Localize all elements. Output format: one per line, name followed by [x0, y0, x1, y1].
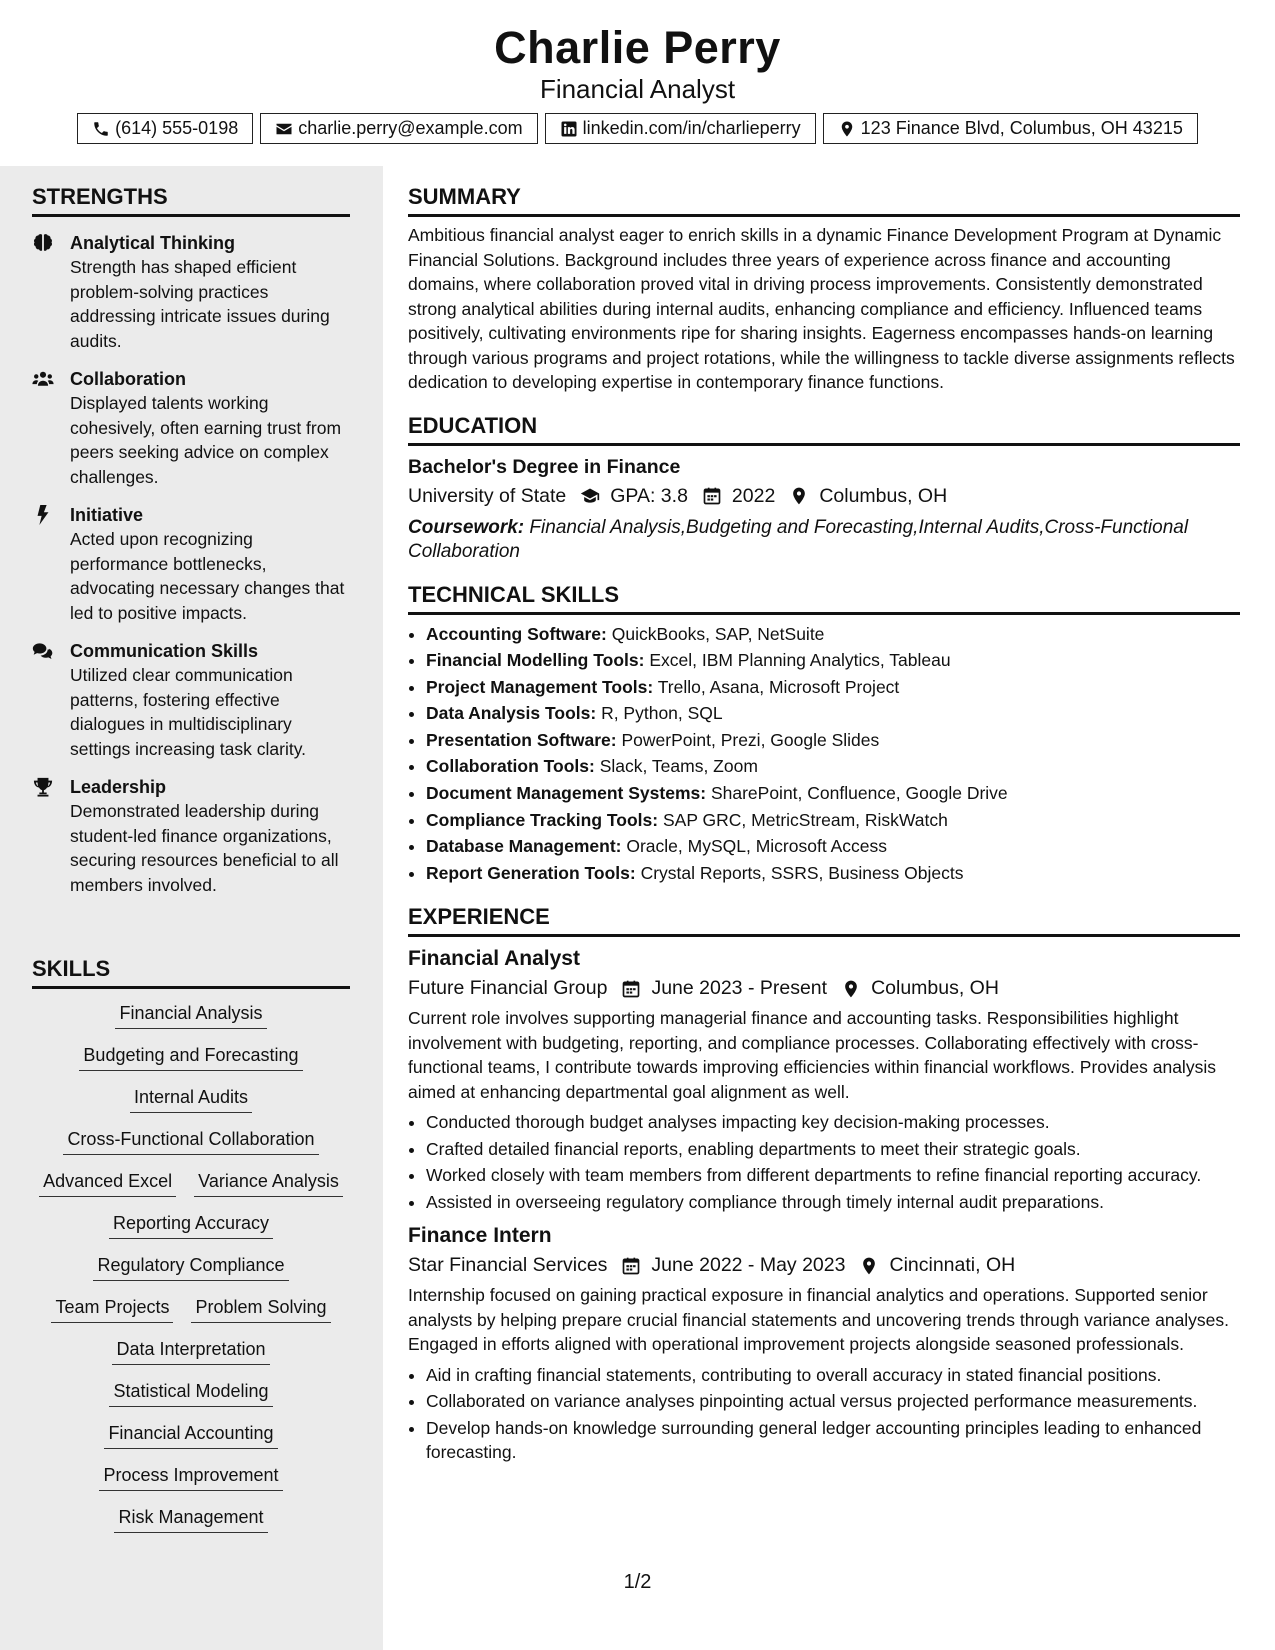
main-content — [408, 166, 1240, 1467]
job-bullet: • Worked closely with team members from different departments to refine financial reporting accuracy. — [426, 1163, 1240, 1188]
candidate-title: Financial Analyst — [539, 74, 736, 104]
strength-item — [32, 639, 350, 761]
education-section — [408, 413, 1240, 564]
skill-tag: Regulatory Compliance — [93, 1253, 288, 1281]
envelope-icon — [275, 120, 293, 138]
address-text: 123 Finance Blvd, Columbus, OH 43215 — [860, 118, 1183, 138]
job-bullets — [408, 1363, 1240, 1465]
strength-name: Communication Skills — [70, 641, 259, 661]
skills-section — [32, 956, 350, 1533]
skill-tools: Crystal Reports, SSRS, Business Objects — [640, 862, 964, 883]
job-summary: Current role involves supporting managerial finance and accounting tasks. Responsibilities highlight involvement with budgeting, reporting, and compliance processes. Collaborating effectively with cross-functional teams, I contribute towards improving efficiencies within financial workflows. Provides analysis aimed at enhancing departmental goal alignment as well. — [408, 1008, 1216, 1102]
job-bullet: • Aid in crafting financial statements, contributing to overall accuracy in stated financial positions. — [426, 1363, 1240, 1388]
summary-text: Ambitious financial analyst eager to enrich skills in a dynamic Finance Development Program at Dynamic Financial Solutions. Background includes three years of experience across finance and accounting domains, where collaboration proved vital in driving process improvements. Consistently demonstrated strong analytical abilities during internal audits, enhancing compliance and efficiency. Influenced teams positively, cultivating environments ripe for sharing insights. Eagerness encompasses hands-on learning through various programs and project rotations, while the willingness to tackle diverse assignments reflects dedication to developing expertise in contemporary finance functions. — [408, 225, 1235, 392]
technical-skill-item — [426, 833, 1240, 860]
technical-skill-item — [426, 780, 1240, 807]
education-meta — [408, 485, 1240, 508]
skill-category: Presentation Software: — [426, 729, 617, 750]
skill-tag: Budgeting and Forecasting — [79, 1043, 302, 1071]
contact-address[interactable] — [823, 113, 1198, 144]
graduation-year: 2022 — [731, 484, 776, 507]
skill-tag: Problem Solving — [191, 1295, 330, 1323]
calendar-icon — [688, 486, 732, 506]
strength-item — [32, 503, 350, 625]
technical-skill-item — [426, 753, 1240, 780]
skill-tag: Process Improvement — [99, 1463, 282, 1491]
calendar-icon — [607, 979, 651, 999]
technical-skill-item — [426, 860, 1240, 887]
skill-tag: Team Projects — [51, 1295, 173, 1323]
users-icon — [32, 367, 70, 489]
skill-tag: Variance Analysis — [194, 1169, 343, 1197]
skill-tag: Reporting Accuracy — [109, 1211, 273, 1239]
summary-section — [408, 184, 1240, 395]
map-pin-icon — [845, 1256, 889, 1276]
experience-heading: EXPERIENCE — [408, 904, 1240, 937]
strengths-section — [32, 184, 350, 897]
job-bullet: • Develop hands-on knowledge surrounding general ledger accounting principles leading to enhanced forecasting. — [426, 1416, 1240, 1465]
graduation-cap-icon — [566, 486, 610, 506]
technical-skill-item — [426, 727, 1240, 754]
job-entry — [408, 1224, 1240, 1465]
email-text: charlie.perry@example.com — [298, 118, 523, 138]
school-location: Columbus, OH — [819, 484, 948, 507]
technical-skills-list — [408, 621, 1240, 887]
skill-category: Financial Modelling Tools: — [426, 650, 645, 671]
resume-header — [0, 0, 1275, 166]
skill-category: Accounting Software: — [426, 623, 607, 644]
contact-linkedin[interactable] — [545, 113, 816, 144]
trophy-icon — [32, 775, 70, 897]
skill-tag: Data Interpretation — [112, 1337, 269, 1365]
strength-name: Collaboration — [70, 369, 186, 389]
technical-skills-heading: TECHNICAL SKILLS — [408, 582, 1240, 615]
job-bullet: • Collaborated on variance analyses pinpointing actual versus projected performance measurements. — [426, 1389, 1240, 1414]
strength-name: Leadership — [70, 777, 167, 797]
skill-tag: Risk Management — [114, 1505, 267, 1533]
skill-category: Collaboration Tools: — [426, 756, 595, 777]
skill-tag: Advanced Excel — [39, 1169, 176, 1197]
skill-tools: SAP GRC, MetricStream, RiskWatch — [662, 809, 948, 830]
strength-name: Initiative — [70, 505, 144, 525]
brain-icon — [32, 231, 70, 353]
bolt-icon — [32, 503, 70, 625]
skill-category: Compliance Tracking Tools: — [426, 809, 659, 830]
technical-skill-item — [426, 700, 1240, 727]
strength-item — [32, 775, 350, 897]
company-name: Future Financial Group — [408, 977, 608, 1000]
gpa-text: GPA: 3.8 — [610, 484, 688, 507]
candidate-name: Charlie Perry — [494, 22, 781, 73]
job-summary: Internship focused on gaining practical exposure in financial analytics and operations. Supported senior analysts by helping prepare crucial financial statements and uncovering trends through variance analyses. Engaged in efforts aligned with operational improvement projects alongside seasoned professionals. — [408, 1285, 1230, 1355]
degree-name: Bachelor's Degree in Finance — [408, 455, 681, 478]
job-location: Cincinnati, OH — [889, 1254, 1016, 1277]
contact-email[interactable] — [260, 113, 537, 144]
job-title: Financial Analyst — [408, 947, 580, 971]
skill-category: Project Management Tools: — [426, 676, 654, 697]
linkedin-icon — [560, 120, 578, 138]
skill-category: Database Management: — [426, 836, 622, 857]
skill-tools: SharePoint, Confluence, Google Drive — [710, 783, 1008, 804]
job-bullet: • Assisted in overseeing regulatory compliance through timely internal audit preparations. — [426, 1190, 1240, 1215]
skill-category: Document Management Systems: — [426, 783, 707, 804]
skill-tools: PowerPoint, Prezi, Google Slides — [621, 729, 880, 750]
map-pin-icon — [775, 486, 819, 506]
map-pin-icon — [827, 979, 871, 999]
strength-description: Utilized clear communication patterns, fostering effective dialogues in multidisciplinary settings increasing task clarity. — [70, 665, 307, 759]
skill-tools: QuickBooks, SAP, NetSuite — [611, 623, 825, 644]
job-title: Finance Intern — [408, 1224, 552, 1248]
job-bullet: • Crafted detailed financial reports, enabling departments to meet their strategic goals. — [426, 1137, 1240, 1162]
strength-description: Acted upon recognizing performance bottlenecks, advocating necessary changes that led to positive impacts. — [70, 529, 345, 623]
contact-bar — [0, 113, 1275, 144]
strength-item — [32, 231, 350, 353]
phone-icon — [92, 120, 110, 138]
education-heading: EDUCATION — [408, 413, 1240, 446]
job-meta — [408, 1254, 1240, 1277]
comments-icon — [32, 639, 70, 761]
strength-description: Strength has shaped efficient problem-solving practices addressing intricate issues during audits. — [70, 257, 330, 351]
company-name: Star Financial Services — [408, 1254, 608, 1277]
job-dates: June 2023 - Present — [651, 977, 828, 1000]
map-pin-icon — [838, 120, 856, 138]
job-bullets — [408, 1110, 1240, 1214]
job-meta — [408, 977, 1240, 1000]
page-number: 1/2 — [623, 1571, 652, 1593]
skills-heading: SKILLS — [32, 956, 350, 989]
skill-tag: Financial Accounting — [104, 1421, 277, 1449]
job-location: Columbus, OH — [871, 977, 999, 1000]
summary-heading: SUMMARY — [408, 184, 1240, 217]
strength-item — [32, 367, 350, 489]
skill-tag: Cross-Functional Collaboration — [63, 1127, 318, 1155]
calendar-icon — [607, 1256, 651, 1276]
coursework-list: Financial Analysis,Budgeting and Forecasting,Internal Audits,Cross-Functional Collaboration — [408, 516, 1189, 562]
technical-skill-item — [426, 807, 1240, 834]
strengths-heading: STRENGTHS — [32, 184, 350, 217]
skill-tag: Financial Analysis — [115, 1001, 266, 1029]
skill-tools: R, Python, SQL — [601, 703, 723, 724]
coursework — [408, 516, 1240, 564]
experience-section — [408, 904, 1240, 1465]
skill-tag: Internal Audits — [130, 1085, 252, 1113]
skill-category: Report Generation Tools: — [426, 862, 636, 883]
school-name: University of State — [408, 484, 567, 507]
technical-skill-item — [426, 674, 1240, 701]
strength-description: Demonstrated leadership during student-led finance organizations, securing resources beneficial to all members involved. — [70, 801, 339, 895]
skill-tools: Oracle, MySQL, Microsoft Access — [626, 836, 887, 857]
skill-category: Data Analysis Tools: — [426, 703, 597, 724]
skill-list — [32, 1001, 350, 1533]
coursework-label: Coursework: — [408, 516, 525, 538]
contact-phone[interactable] — [77, 113, 253, 144]
job-entry — [408, 947, 1240, 1214]
job-dates: June 2022 - May 2023 — [651, 1254, 846, 1277]
job-bullet: • Conducted thorough budget analyses impacting key decision-making processes. — [426, 1110, 1240, 1135]
skill-tag: Statistical Modeling — [109, 1379, 272, 1407]
sidebar — [0, 166, 383, 1650]
skill-tools: Trello, Asana, Microsoft Project — [657, 676, 900, 697]
strength-description: Displayed talents working cohesively, often earning trust from peers seeking advice on complex challenges. — [70, 393, 342, 487]
technical-skills-section — [408, 582, 1240, 887]
technical-skill-item — [426, 647, 1240, 674]
linkedin-text: linkedin.com/in/charlieperry — [582, 118, 801, 138]
skill-tools: Slack, Teams, Zoom — [599, 756, 758, 777]
technical-skill-item — [426, 621, 1240, 648]
skill-tools: Excel, IBM Planning Analytics, Tableau — [649, 650, 951, 671]
strength-name: Analytical Thinking — [70, 233, 236, 253]
phone-text: (614) 555-0198 — [115, 118, 239, 138]
